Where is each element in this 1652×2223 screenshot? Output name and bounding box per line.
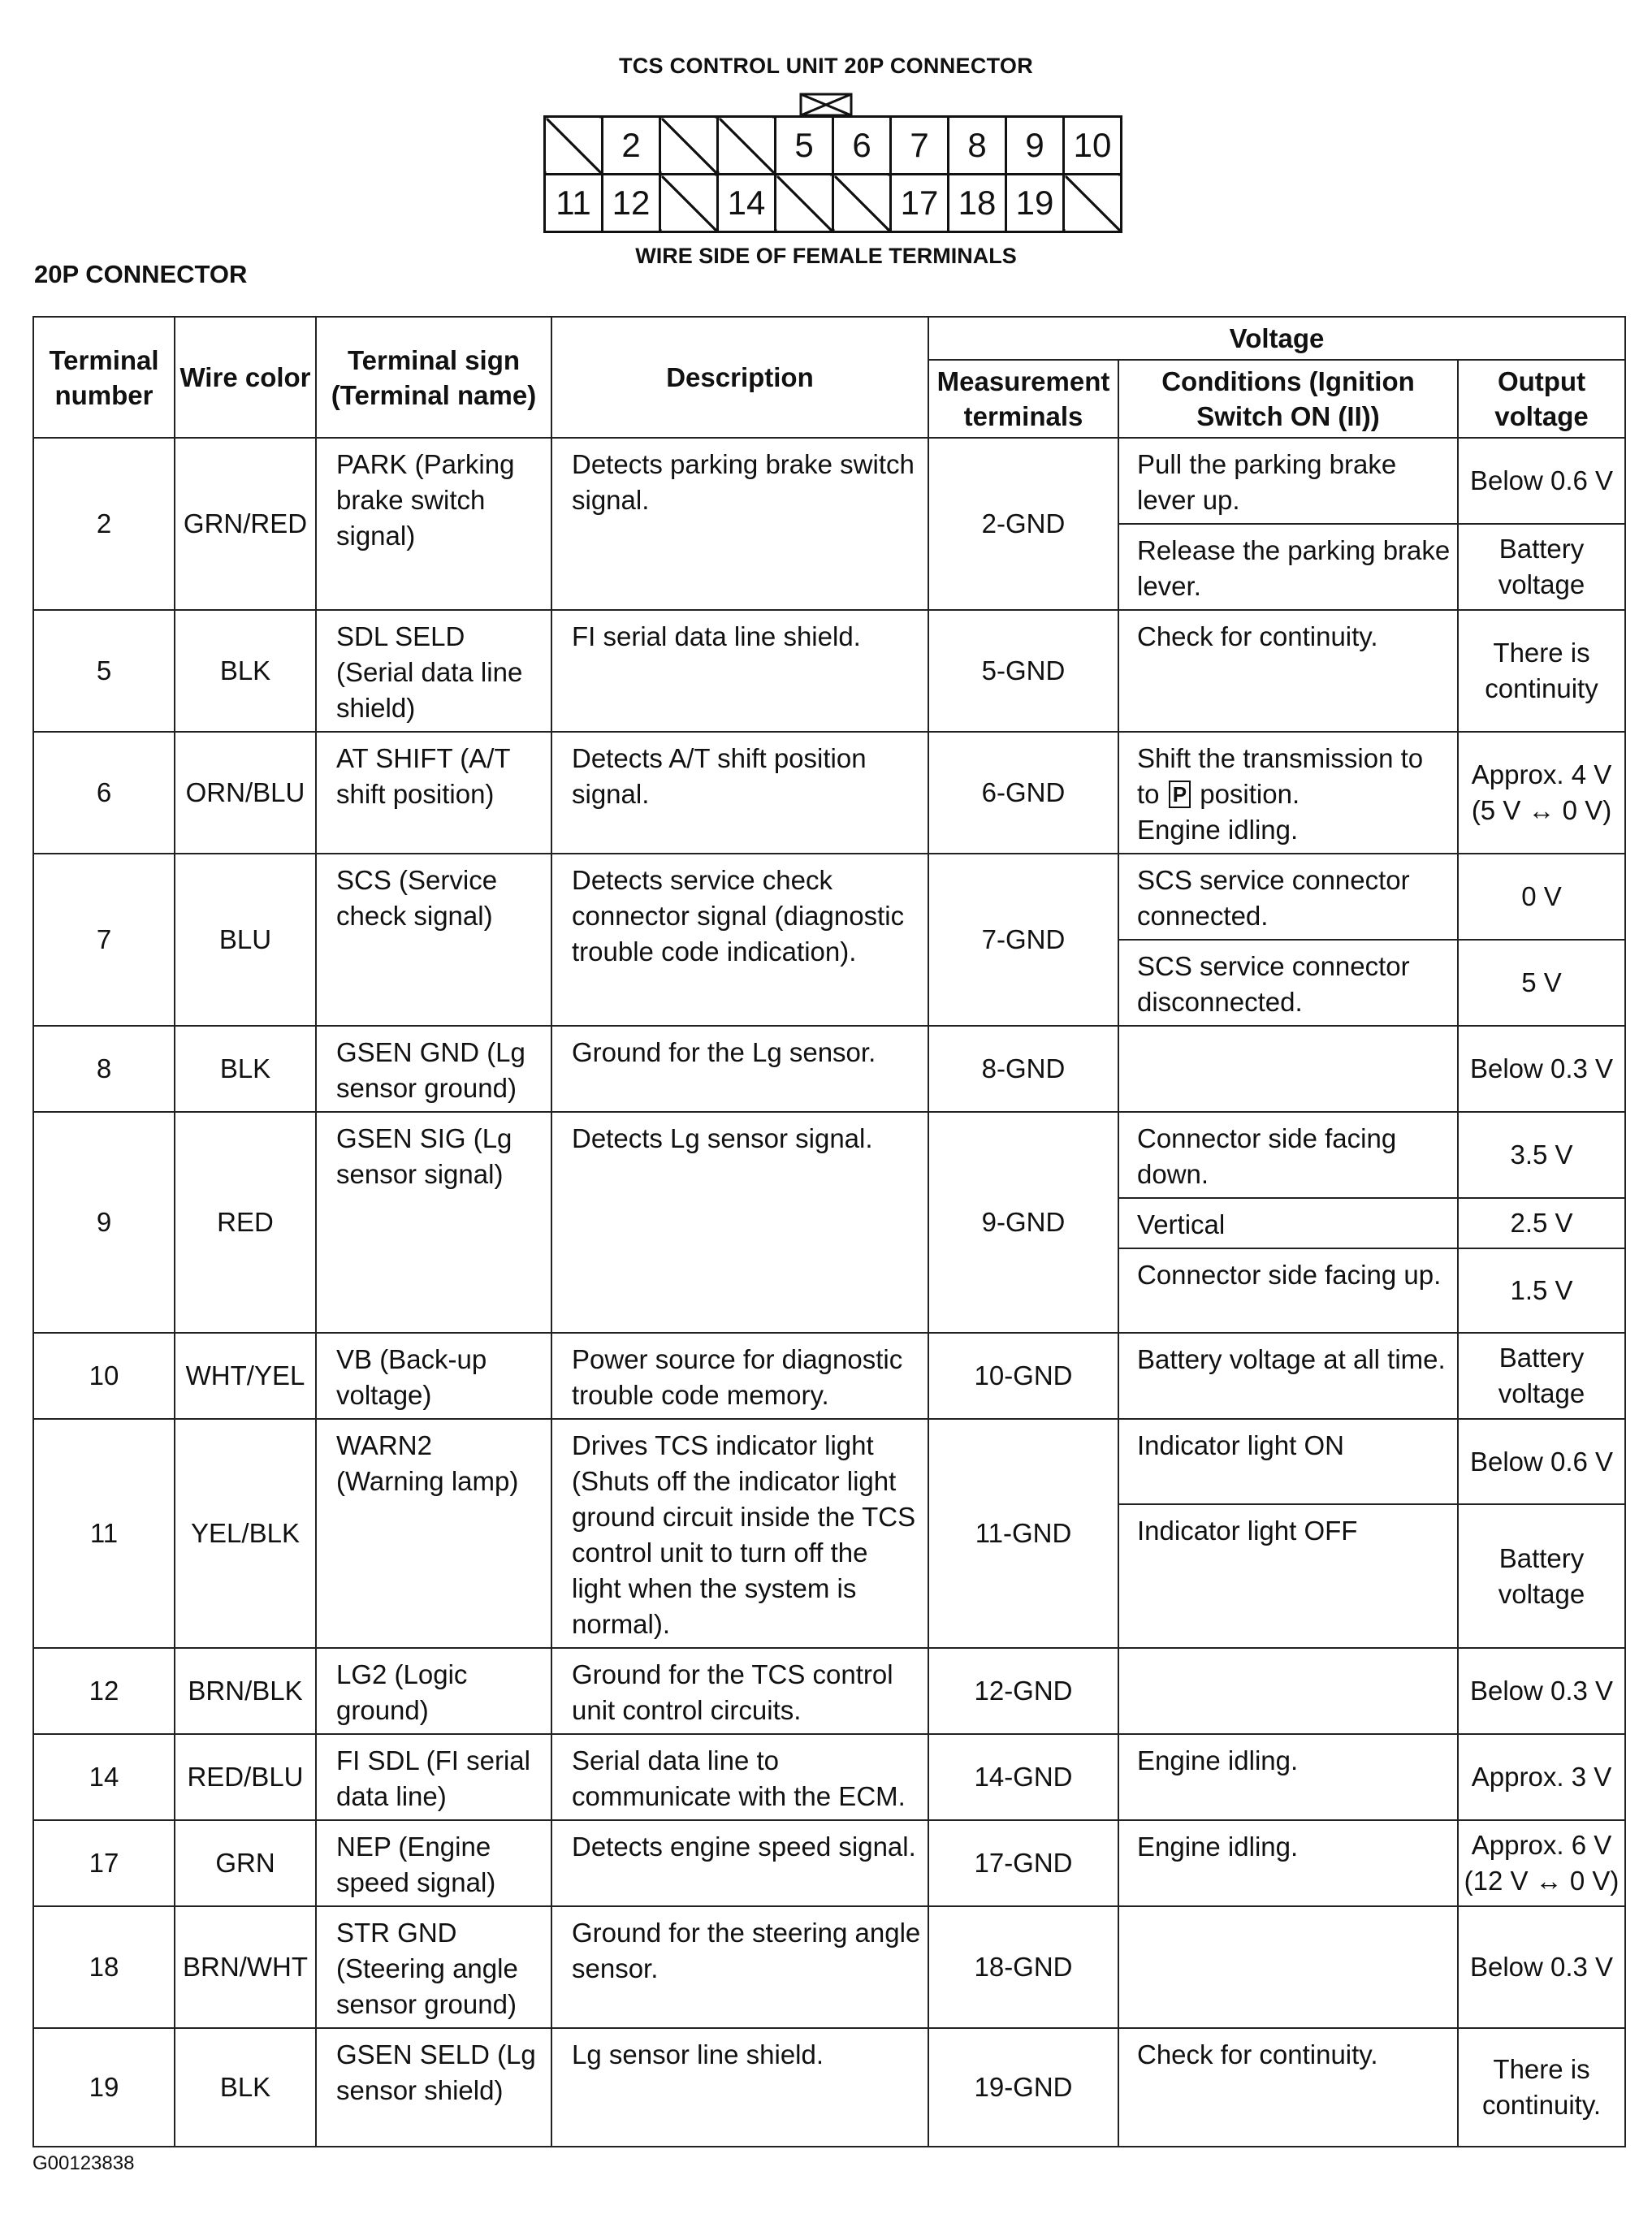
section-title: 20P CONNECTOR (34, 260, 248, 288)
terminal-number: 10 (33, 1333, 175, 1419)
connector-cell: 2 (603, 117, 660, 175)
header-conditions: Conditions (Ignition Switch ON (II)) (1118, 360, 1458, 438)
output-voltage: Battery voltage (1458, 1333, 1625, 1419)
header-voltage: Voltage (928, 317, 1625, 360)
output-text: (12 V ↔ 0 V) (1464, 1866, 1620, 1896)
output-text: Approx. 4 V (1471, 759, 1612, 789)
terminal-sign: WARN2 (Warning lamp) (316, 1419, 551, 1648)
connector-cell: 11 (545, 175, 603, 232)
connector-cell: 12 (603, 175, 660, 232)
measurement-terminals: 6-GND (928, 732, 1118, 854)
output-voltage: Battery voltage (1458, 524, 1625, 610)
connector-cell: 8 (949, 117, 1006, 175)
measurement-terminals: 17-GND (928, 1820, 1118, 1906)
connector-cell: 5 (776, 117, 833, 175)
connector-top-row (545, 117, 1122, 175)
header-terminal-number: Terminal number (33, 317, 175, 438)
measurement-terminals: 8-GND (928, 1026, 1118, 1112)
measurement-terminals: 7-GND (928, 854, 1118, 1026)
wire-color: GRN (175, 1820, 316, 1906)
table-row (33, 1333, 1625, 1419)
wire-color: BLK (175, 1026, 316, 1112)
measurement-terminals: 5-GND (928, 610, 1118, 732)
output-voltage: There is continuity. (1458, 2028, 1625, 2147)
terminal-number: 19 (33, 2028, 175, 2147)
connector-bottom-row (545, 175, 1122, 232)
description: FI serial data line shield. (551, 610, 928, 732)
condition-text: Shift the transmission to (1137, 743, 1424, 773)
terminal-sign: GSEN GND (Lg sensor ground) (316, 1026, 551, 1112)
connector-title: TCS CONTROL UNIT 20P CONNECTOR (618, 54, 1034, 78)
terminal-table (32, 316, 1626, 2147)
wire-color: BLK (175, 2028, 316, 2147)
output-voltage (1458, 1820, 1625, 1906)
output-voltage: 1.5 V (1458, 1248, 1625, 1333)
terminal-sign: SCS (Service check signal) (316, 854, 551, 1026)
condition (1118, 732, 1458, 854)
connector-cell: 9 (1006, 117, 1064, 175)
connector-cell: 7 (891, 117, 949, 175)
terminal-number: 18 (33, 1906, 175, 2028)
connector-cell: 6 (833, 117, 891, 175)
measurement-terminals: 14-GND (928, 1734, 1118, 1820)
terminal-number: 17 (33, 1820, 175, 1906)
header-output-voltage: Output voltage (1458, 360, 1625, 438)
measurement-terminals: 9-GND (928, 1112, 1118, 1333)
description: Power source for diagnostic trouble code memory. (551, 1333, 928, 1419)
terminal-number: 5 (33, 610, 175, 732)
output-voltage: Below 0.3 V (1458, 1906, 1625, 2028)
condition: Pull the parking brake lever up. (1118, 438, 1458, 524)
description: Drives TCS indicator light (Shuts off the indicator light ground circuit inside the TCS control unit to turn off the light when the system is normal). (551, 1419, 928, 1648)
table-row (33, 1112, 1625, 1198)
terminal-sign: NEP (Engine speed signal) (316, 1820, 551, 1906)
condition: Connector side facing up. (1118, 1248, 1458, 1333)
condition (1118, 1648, 1458, 1734)
table-row (33, 1906, 1625, 2028)
connector-cell (833, 175, 891, 232)
terminal-number: 11 (33, 1419, 175, 1648)
terminal-sign: GSEN SELD (Lg sensor shield) (316, 2028, 551, 2147)
output-voltage: 5 V (1458, 940, 1625, 1026)
condition: SCS service connector disconnected. (1118, 940, 1458, 1026)
description: Detects parking brake switch signal. (551, 438, 928, 610)
output-voltage: 2.5 V (1458, 1198, 1625, 1248)
terminal-number: 8 (33, 1026, 175, 1112)
connector-cell (545, 117, 603, 175)
wire-color: BRN/WHT (175, 1906, 316, 2028)
header-terminal-sign: Terminal sign (Terminal name) (316, 317, 551, 438)
measurement-terminals: 10-GND (928, 1333, 1118, 1419)
figure-code: G00123838 (32, 2152, 135, 2174)
wire-color: BLU (175, 854, 316, 1026)
measurement-terminals: 2-GND (928, 438, 1118, 610)
description: Ground for the Lg sensor. (551, 1026, 928, 1112)
connector-cell (1064, 175, 1122, 232)
output-voltage: 3.5 V (1458, 1112, 1625, 1198)
output-text: Approx. 6 V (1471, 1830, 1612, 1860)
wire-color: BLK (175, 610, 316, 732)
terminal-sign: FI SDL (FI serial data line) (316, 1734, 551, 1820)
table-row (33, 2028, 1625, 2147)
connector-cell (660, 117, 718, 175)
connector-cell (718, 117, 776, 175)
connector-cell (776, 175, 833, 232)
table-row (33, 732, 1625, 854)
terminal-number: 2 (33, 438, 175, 610)
terminal-sign: SDL SELD (Serial data line shield) (316, 610, 551, 732)
description: Detects engine speed signal. (551, 1820, 928, 1906)
condition (1118, 1906, 1458, 2028)
header-wire-color: Wire color (175, 317, 316, 438)
table-row (33, 1419, 1625, 1504)
header-measurement-terminals: Measurement terminals (928, 360, 1118, 438)
table-row (33, 1820, 1625, 1906)
measurement-terminals: 18-GND (928, 1906, 1118, 2028)
terminal-sign: PARK (Parking brake switch signal) (316, 438, 551, 610)
output-voltage: Approx. 3 V (1458, 1734, 1625, 1820)
wire-color: WHT/YEL (175, 1333, 316, 1419)
terminal-sign: AT SHIFT (A/T shift position) (316, 732, 551, 854)
terminal-number: 7 (33, 854, 175, 1026)
output-voltage: 0 V (1458, 854, 1625, 940)
wire-color: RED/BLU (175, 1734, 316, 1820)
condition: SCS service connector connected. (1118, 854, 1458, 940)
connector-cell: 10 (1064, 117, 1122, 175)
measurement-terminals: 19-GND (928, 2028, 1118, 2147)
description: Detects A/T shift position signal. (551, 732, 928, 854)
condition: Check for continuity. (1118, 610, 1458, 732)
terminal-number: 9 (33, 1112, 175, 1333)
table-row (33, 1648, 1625, 1734)
connector-caption: WIRE SIDE OF FEMALE TERMINALS (635, 244, 1017, 268)
output-voltage: Below 0.3 V (1458, 1648, 1625, 1734)
terminal-sign: LG2 (Logic ground) (316, 1648, 551, 1734)
wire-color: BRN/BLK (175, 1648, 316, 1734)
output-voltage: Below 0.6 V (1458, 438, 1625, 524)
output-voltage: Below 0.6 V (1458, 1419, 1625, 1504)
condition-text: position. (1200, 779, 1300, 809)
condition: Indicator light OFF (1118, 1504, 1458, 1648)
terminal-number: 14 (33, 1734, 175, 1820)
condition: Connector side facing down. (1118, 1112, 1458, 1198)
description: Ground for the steering angle sensor. (551, 1906, 928, 2028)
connector-cell (660, 175, 718, 232)
terminal-number: 12 (33, 1648, 175, 1734)
terminal-sign: STR GND (Steering angle sensor ground) (316, 1906, 551, 2028)
condition: Check for continuity. (1118, 2028, 1458, 2147)
output-voltage (1458, 732, 1625, 854)
condition: Indicator light ON (1118, 1419, 1458, 1504)
output-voltage: Battery voltage (1458, 1504, 1625, 1648)
description: Serial data line to communicate with the ECM. (551, 1734, 928, 1820)
terminal-sign: GSEN SIG (Lg sensor signal) (316, 1112, 551, 1333)
connector-cell: 17 (891, 175, 949, 232)
condition: Engine idling. (1118, 1734, 1458, 1820)
condition: Vertical (1118, 1198, 1458, 1248)
connector-terminal-grid (543, 115, 1122, 233)
output-voltage: There is continuity (1458, 610, 1625, 732)
output-text: (5 V ↔ 0 V) (1471, 795, 1612, 825)
table-row (33, 854, 1625, 940)
condition: Battery voltage at all time. (1118, 1333, 1458, 1419)
connector-cell: 18 (949, 175, 1006, 232)
connector-lock-icon (799, 93, 853, 117)
to-label: to (1137, 779, 1167, 809)
terminal-number: 6 (33, 732, 175, 854)
terminal-sign: VB (Back-up voltage) (316, 1333, 551, 1419)
wire-color: ORN/BLU (175, 732, 316, 854)
condition (1118, 1026, 1458, 1112)
output-voltage: Below 0.3 V (1458, 1026, 1625, 1112)
measurement-terminals: 12-GND (928, 1648, 1118, 1734)
header-description: Description (551, 317, 928, 438)
table-row (33, 438, 1625, 524)
wire-color: GRN/RED (175, 438, 316, 610)
condition: Engine idling. (1118, 1820, 1458, 1906)
table-row (33, 610, 1625, 732)
park-position-icon: P (1169, 781, 1191, 808)
table-row (33, 1734, 1625, 1820)
description: Lg sensor line shield. (551, 2028, 928, 2147)
table-row (33, 1026, 1625, 1112)
wire-color: RED (175, 1112, 316, 1333)
description: Detects service check connector signal (diagnostic trouble code indication). (551, 854, 928, 1026)
connector-cell: 19 (1006, 175, 1064, 232)
condition-text: Engine idling. (1137, 815, 1299, 845)
measurement-terminals: 11-GND (928, 1419, 1118, 1648)
connector-cell: 14 (718, 175, 776, 232)
description: Detects Lg sensor signal. (551, 1112, 928, 1333)
condition: Release the parking brake lever. (1118, 524, 1458, 610)
description: Ground for the TCS control unit control circuits. (551, 1648, 928, 1734)
wire-color: YEL/BLK (175, 1419, 316, 1648)
